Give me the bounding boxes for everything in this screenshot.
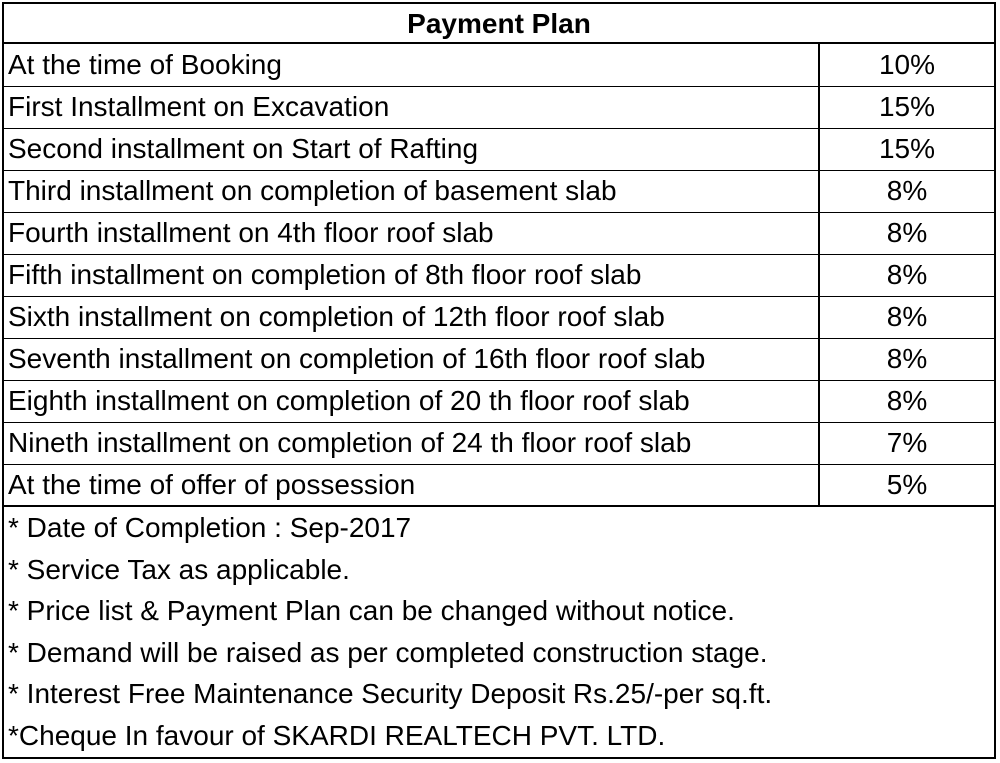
table-row bbox=[4, 212, 994, 254]
stage-cell: Seventh installment on completion of 16th floor roof slab bbox=[4, 338, 819, 380]
percent-cell: 8% bbox=[819, 170, 994, 212]
stage-cell: Fourth installment on 4th floor roof slab bbox=[4, 212, 819, 254]
stage-cell: Third installment on completion of basement slab bbox=[4, 170, 819, 212]
percent-cell: 8% bbox=[819, 254, 994, 296]
percent-cell: 8% bbox=[819, 296, 994, 338]
table-row bbox=[4, 338, 994, 380]
table-row bbox=[4, 464, 994, 506]
table-row bbox=[4, 170, 994, 212]
stage-cell: At the time of Booking bbox=[4, 44, 819, 86]
percent-cell: 8% bbox=[819, 338, 994, 380]
stage-cell: Sixth installment on completion of 12th floor roof slab bbox=[4, 296, 819, 338]
table-row bbox=[4, 422, 994, 464]
note-maintenance-deposit: * Interest Free Maintenance Security Deposit Rs.25/-per sq.ft. bbox=[8, 678, 773, 709]
page-title: Payment Plan bbox=[4, 4, 994, 44]
note-demand: * Demand will be raised as per completed construction stage. bbox=[8, 636, 768, 668]
table-row bbox=[4, 254, 994, 296]
note-cheque: *Cheque In favour of SKARDI REALTECH PVT. LTD. bbox=[8, 719, 666, 751]
note-service-tax: * Service Tax as applicable. bbox=[8, 553, 350, 585]
payment-plan-table bbox=[4, 44, 994, 507]
stage-cell: Second installment on Start of Rafting bbox=[4, 128, 819, 170]
percent-cell: 7% bbox=[819, 422, 994, 464]
stage-cell: At the time of offer of possession bbox=[4, 464, 819, 506]
percent-cell: 5% bbox=[819, 464, 994, 506]
notes-section bbox=[4, 507, 994, 756]
stage-cell: Nineth installment on completion of 24 th floor roof slab bbox=[4, 422, 819, 464]
note-completion-date: * Date of Completion : Sep-2017 bbox=[8, 512, 412, 543]
table-row bbox=[4, 128, 994, 170]
percent-cell: 8% bbox=[819, 212, 994, 254]
percent-cell: 15% bbox=[819, 128, 994, 170]
note-price-change: * Price list & Payment Plan can be changed without notice. bbox=[8, 595, 735, 626]
table-row bbox=[4, 296, 994, 338]
stage-cell: First Installment on Excavation bbox=[4, 86, 819, 128]
payment-plan-sheet bbox=[2, 2, 996, 759]
table-row bbox=[4, 380, 994, 422]
percent-cell: 8% bbox=[819, 380, 994, 422]
stage-cell: Fifth installment on completion of 8th floor roof slab bbox=[4, 254, 819, 296]
table-row bbox=[4, 44, 994, 86]
percent-cell: 10% bbox=[819, 44, 994, 86]
stage-cell: Eighth installment on completion of 20 th floor roof slab bbox=[4, 380, 819, 422]
percent-cell: 15% bbox=[819, 86, 994, 128]
table-row bbox=[4, 86, 994, 128]
